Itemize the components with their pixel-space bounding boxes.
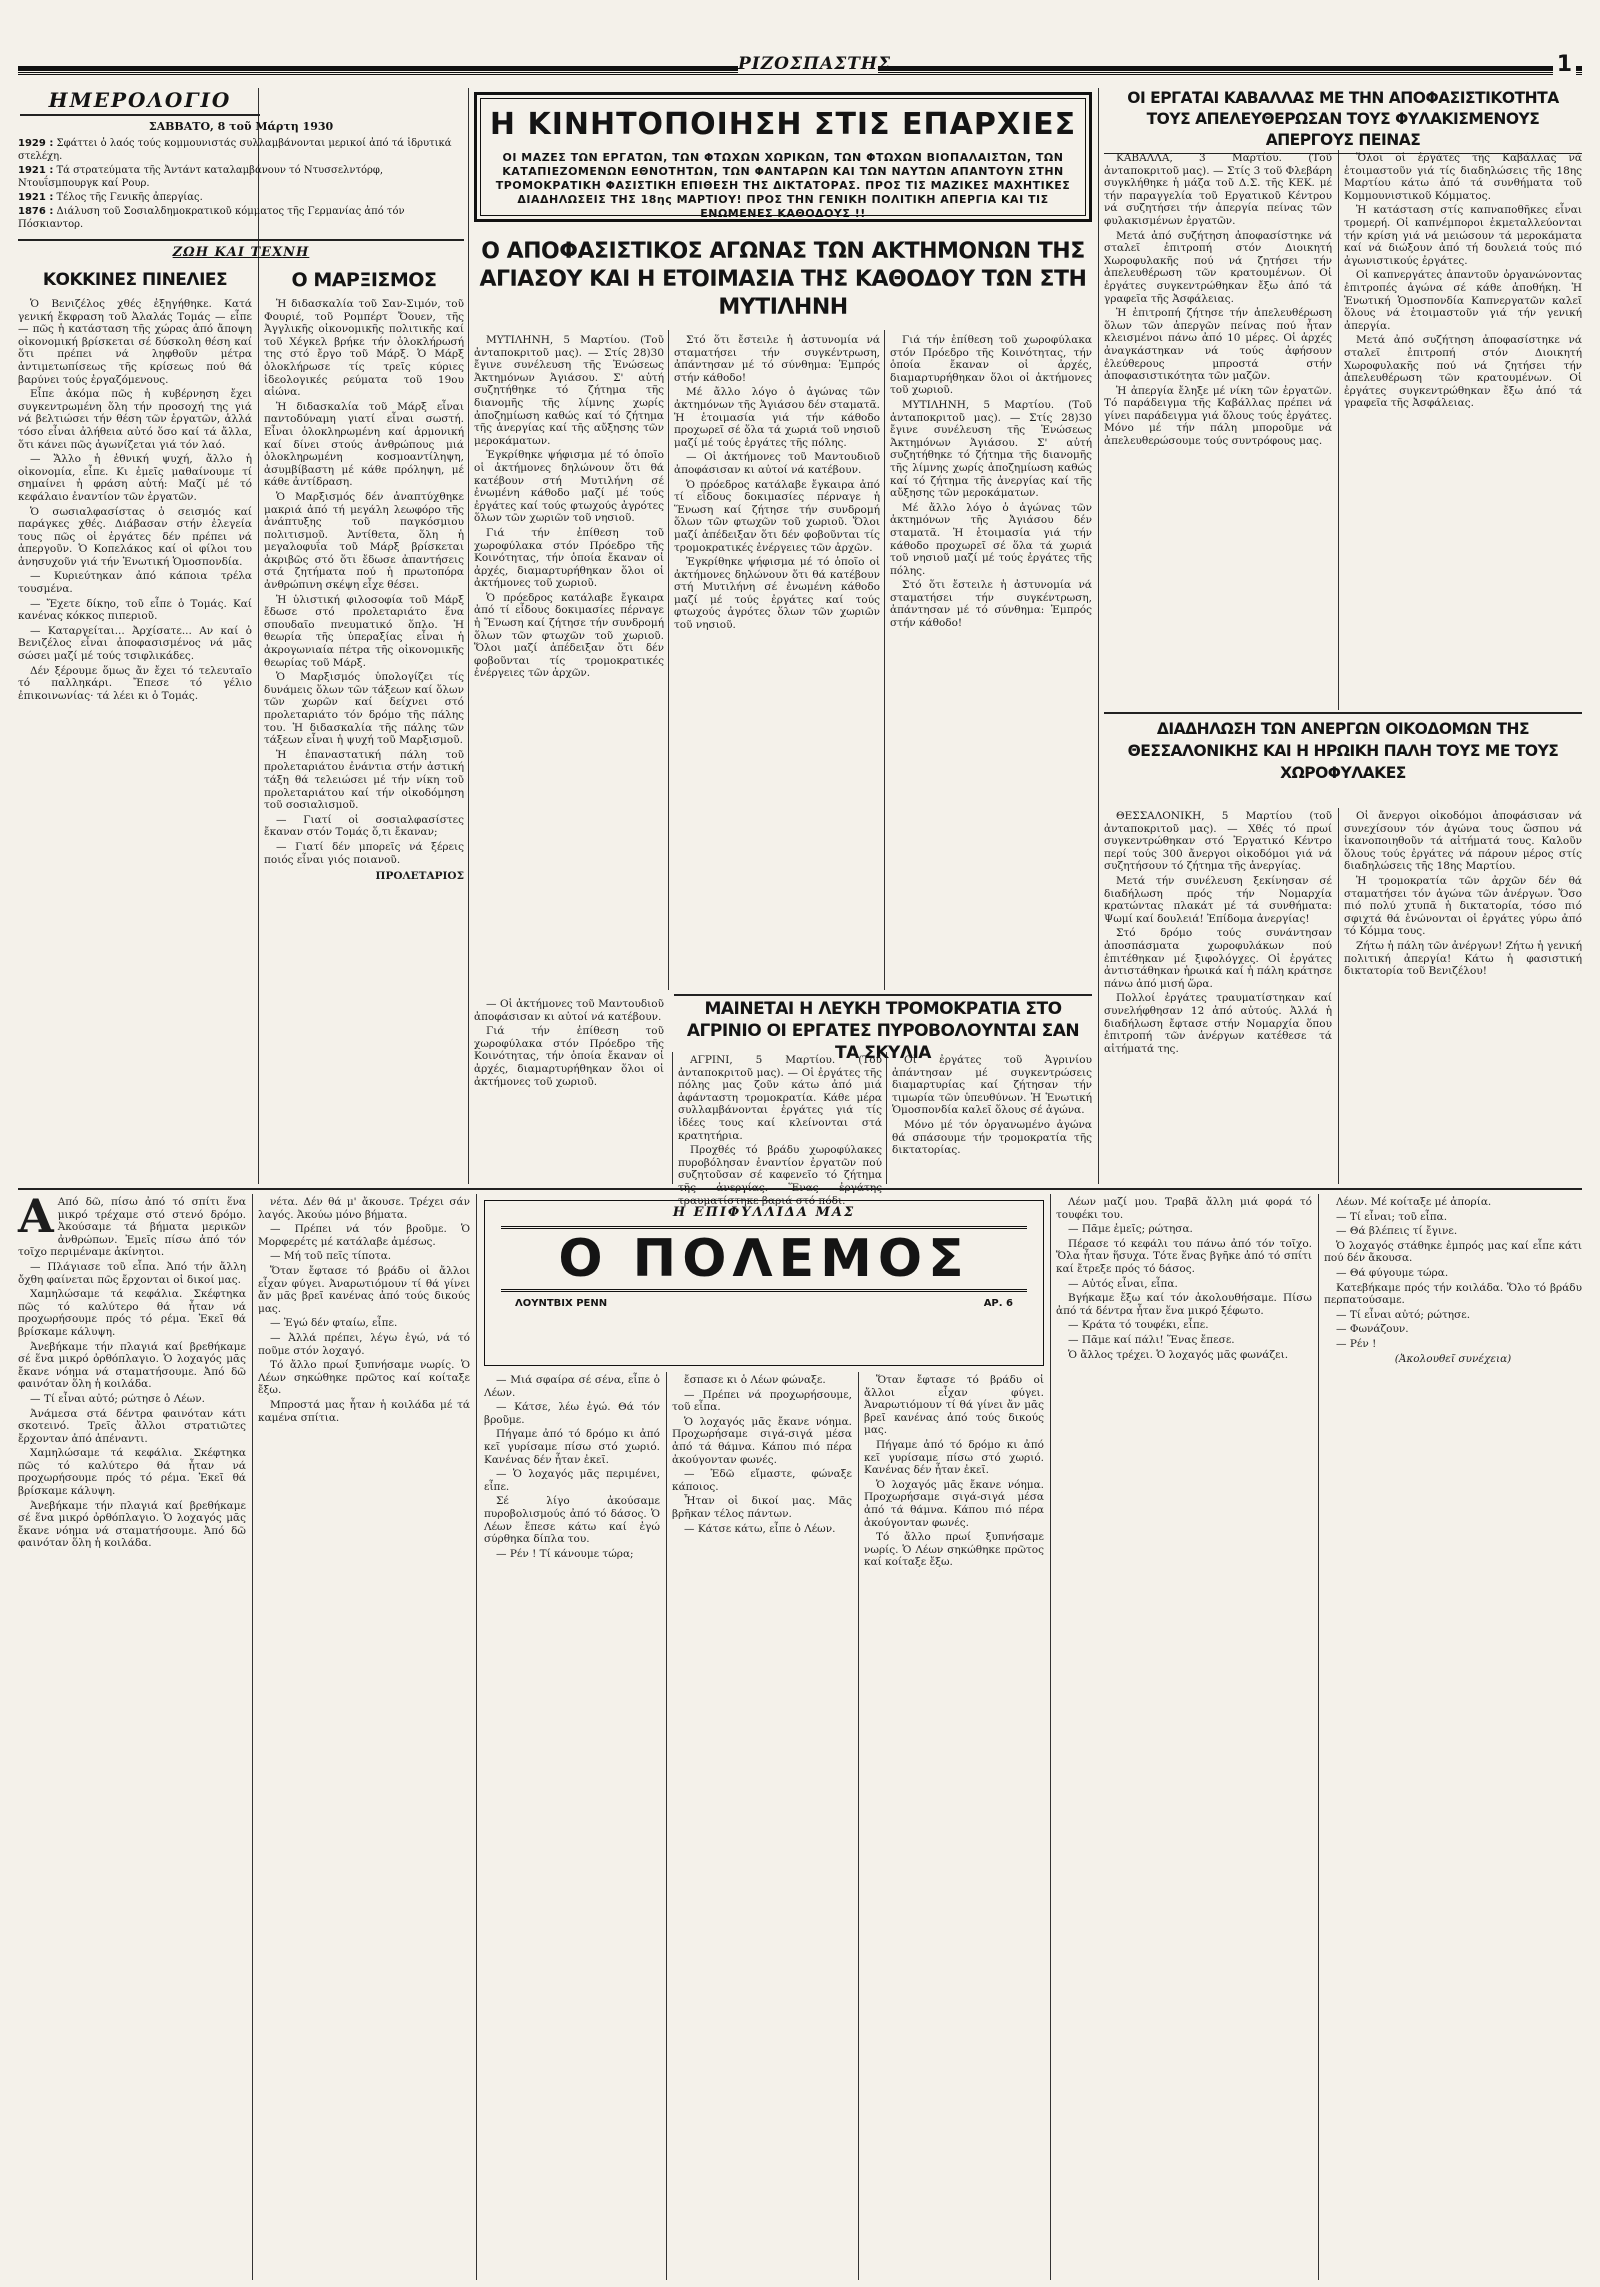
paragraph: Μετά ἀπό συζήτηση ἀποφασίστηκε νά σταλεῖ ἐπιτροπή στόν Διοικητή Χωροφυλακῆς πού νά ζητήσει τήν ἀπελευθέρωση τῶν κρατουμένων. Οἱ ἐργάτες συγκεντρώθηκαν ἔξω ἀπό τά γραφεῖα τῆς Ἀσφάλειας. [1104, 229, 1332, 305]
paragraph: Τό ἄλλο πρωί ξυπνήσαμε νωρίς. Ὁ Λέων σηκώθηκε πρῶτος καί κοίταξε ἔξω. [258, 1359, 470, 1397]
kavala-col-1 [1104, 152, 1332, 708]
headline-box [474, 92, 1092, 222]
paragraph: — Μή τοῦ πεῖς τίποτα. [270, 1250, 392, 1263]
paragraph: — Μιά σφαίρα σέ σένα, εἶπε ὁ Λέων. [484, 1374, 660, 1399]
paragraph: — Πᾶμε καί πάλι! Ἕνας ἔπεσε. [1068, 1333, 1235, 1346]
masthead [18, 40, 1582, 80]
paragraph: ΚΑΒΑΛΛΑ, 3 Μαρτίου. (Τοῦ ἀνταποκριτοῦ μας). — Στίς 3 τοῦ Φλεβάρη συγκλήθηκε ἡ μάζα τοῦ Δ.Σ. τῆς ΚΕΚ. μέ τήν παραγγελία τοῦ Εργατικοῦ Κέντρου νά συζητήσει τήν ἀπεργία πείνας τῶν φυλακισμένων ἐργατῶν. [1104, 152, 1332, 227]
paragraph: Ἐγκρίθηκε ψήφισμα μέ τό ὁποῖο οἱ ἀκτήμονες δηλώνουν ὅτι θά κατέβουν στή Μυτιλήνη σέ ἐνωμένη κάθοδο μαζί μέ τούς ἐργάτες καί τούς φτωχούς ἀγρότες ὅλων τῶν χωριῶν τοῦ νησιοῦ. [474, 449, 664, 525]
paragraph: Χαμηλώσαμε τά κεφάλια. Σκέφτηκα πῶς τό καλύτερο θά ἦταν νά προχωρήσουμε πρός τό ρέμα. Ἐκεῖ θά βρίσκαμε κάλυψη. [18, 1447, 246, 1498]
agrinio-col-1 [678, 1054, 882, 1207]
paragraph: Σέ λίγο ἀκούσαμε πυροβολισμούς ἀπό τό δάσος. Ὁ Λέων ἔπεσε κάτω καί ἐγώ σύρθηκα δίπλα του. [484, 1495, 660, 1546]
paragraph: — Πρέπει νά προχωρήσουμε, τοῦ εἶπα. [672, 1388, 852, 1414]
paragraph: — Κυριεύτηκαν ἀπό κάποια τρέλα τουσμένα. [18, 570, 252, 596]
calendar-year: 1876 : [18, 206, 54, 217]
paragraph: Γιά τήν ἐπίθεση τοῦ χωροφύλακα στόν Πρόεδρο τῆς Κοινότητας, τήν ὁποία ἔκαναν οἱ ἀρχές, διαμαρτυρήθηκαν ὅλοι οἱ ἀκτήμονες τοῦ χωριοῦ. [474, 1025, 664, 1088]
paragraph: Ἡ ἐπαναστατική πάλη τοῦ προλεταριάτου ἐνάντια στήν ἀστική τάξη θά τελειώσει μέ τήν νίκη τοῦ προλεταριάτου καί τήν οἰκοδόμηση τοῦ σοσιαλισμοῦ. [264, 748, 464, 812]
paragraph: Ὁ πρόεδρος κατάλαβε ἔγκαιρα ἀπό τί εἶδους δοκιμασίες πέρναγε ἡ Ἕνωση καί ζήτησε τήν συνδρομή ὅλων τῶν φτωχῶν τοῦ χωριοῦ. Ὅλοι μαζί ἀπέδειξαν ὅτι δέν φοβοῦνται τίς τρομοκρατικές ἐνέργειες τῶν ἀρχῶν. [674, 478, 880, 554]
paragraph: Ὁ ἄλλος τρέχει. Ὁ λοχαγός μᾶς φωνάζει. [1068, 1348, 1289, 1361]
paragraph: Οἱ ἐργάτες τοῦ Ἀγρινίου ἀπάντησαν μέ συγκεντρώσεις διαμαρτυρίας καί ζήτησαν τήν τιμωρία τῶν ὑπευθύνων. Ἡ Ἑνωτική Ὁμοσπονδία καλεῖ ὅλους σέ ἀγώνα. [892, 1054, 1092, 1117]
paragraph: Γιά τήν ἐπίθεση τοῦ χωροφύλακα στόν Πρόεδρο τῆς Κοινότητας, τήν ὁποία ἔκαναν οἱ ἀρχές, διαμαρτυρήθηκαν ὅλοι οἱ ἀκτήμονες τοῦ χωριοῦ. [890, 334, 1092, 397]
paragraph: — Γιατί δέν μπορεῖς νά ξέρεις ποιός εἶναι γιός ποιανοῦ. [264, 840, 464, 866]
polemos-col-6 [1056, 1196, 1312, 2280]
paragraph: Μπροστά μας ἦταν ἡ κοιλάδα μέ τά καμένα σπίτια. [258, 1398, 470, 1424]
calendar-entry: Τά στρατεύματα τῆς Ἀντάντ καταλαμβάνουν τό Ντυσσελντόρφ, Ντουΐσμπουργκ καί Ρουρ. [18, 165, 384, 189]
feuilleton-author: ΛΟΥΝΤΒΙΧ ΡΕΝΝ [515, 1298, 608, 1309]
paragraph: Πέρασε τό κεφάλι του πάνω ἀπό τόν τοῖχο. Ὅλα ἦταν ἥσυχα. Τότε ἕνας βγῆκε ἀπό τό σπίτι καί ἔτρεξε πρός τό δάσος. [1056, 1237, 1312, 1275]
paragraph: Ὁ Μαρξισμός ὑπολογίζει τίς δυνάμεις ὅλων τῶν τάξεων καί ὅλων τῶν χωρῶν καί δείχνει στό προλεταριάτο τόν δρόμο τῆς πάλης του. Ἡ διδασκαλία τῆς πάλης τῶν τάξεων εἶναι ἡ ψυχή τοῦ Μαρξισμοῦ. [264, 671, 464, 747]
agiasos-headline [474, 238, 1092, 322]
paragraph: — Τί εἶναι αὐτό; ρώτησε. [1336, 1308, 1471, 1321]
section-label: ΖΩΗ ΚΑΙ ΤΕΧΝΗ [18, 239, 464, 260]
paragraph: Ὅλοι οἱ ἐργάτες τῆς Καβάλλας νά ἑτοιμαστοῦν γιά τίς διαδηλώσεις τῆς 18ης Μαρτίου κάτω ἀπό τά συνθήματα τοῦ Κομμουνιστικοῦ Κόμματος. [1344, 152, 1582, 202]
paragraph: Ὁ λοχαγός στάθηκε ἐμπρός μας καί εἶπε κάτι πού δέν ἄκουσα. [1324, 1239, 1582, 1265]
paragraph: Ὁ πρόεδρος κατάλαβε ἔγκαιρα ἀπό τί εἶδους δοκιμασίες πέρναγε ἡ Ἕνωση καί ζήτησε τήν συνδρομή ὅλων τῶν φτωχῶν τοῦ χωριοῦ. Ὅλοι μαζί ἀπέδειξαν ὅτι δέν φοβοῦνται τίς τρομοκρατικές ἐνέργειες τῶν ἀρχῶν. [474, 591, 664, 680]
paragraph: — Ἀλλά πρέπει, λέγω ἐγώ, νά τό ποῦμε στόν λοχαγό. [258, 1331, 470, 1357]
paragraph: ΜΥΤΙΛΗΝΗ, 5 Μαρτίου. (Τοῦ ἀνταποκριτοῦ μας). — Στίς 28)30 ἔγινε συνέλευση τῆς Ἑνώσεως Ἀκτημόνων Ἀγιάσου. Σ' αὐτή συζητήθηκε τό ζήτημα τῆς διανομῆς τῆς λίμνης χωρίς ἀποζημίωση καθώς καί τό ζήτημα τῆς ἀνεργίας καί τῆς αὔξησης τῶν μεροκάματων. [890, 398, 1092, 500]
paragraph: Χαμηλώσαμε τά κεφάλια. Σκέφτηκα πῶς τό καλύτερο θά ἦταν νά προχωρήσουμε πρός τό ρέμα. Ἐκεῖ θά βρίσκαμε κάλυψη. [18, 1288, 246, 1338]
paragraph: ἔσπασε κι ὁ Λέων φώναξε. [684, 1374, 826, 1386]
feuilleton-title: Ο ΠΟΛΕΜΟΣ [501, 1226, 1027, 1292]
kavala-headline [1104, 88, 1582, 154]
paragraph: — Θά βλέπεις τί ἔγινε. [1336, 1225, 1458, 1238]
paragraph: — Ὁ λοχαγός μᾶς περιμένει, εἶπε. [484, 1468, 660, 1493]
paragraph: Γιά τήν ἐπίθεση τοῦ χωροφύλακα στόν Πρόεδρο τῆς Κοινότητας, τήν ὁποία ἔκαναν οἱ ἀρχές, διαμαρτυρήθηκαν ὅλοι οἱ ἀκτήμονες τοῦ χωριοῦ. [474, 526, 664, 590]
article-title: ΜΑΙΝΕΤΑΙ Η ΛΕΥΚΗ ΤΡΟΜΟΚΡΑΤΙΑ ΣΤΟ ΑΓΡΙΝΙΟ ΟΙ ΕΡΓΑΤΕΣ ΠΥΡΟΒΟΛΟΥΝΤΑΙ ΣΑΝ ΤΑ ΣΚΥΛΙΑ [686, 999, 1080, 1063]
agiasos-col-3 [890, 334, 1092, 988]
paragraph: Ἀνεβήκαμε τήν πλαγιά καί βρεθήκαμε σέ ἕνα μικρό ὀρθόπλαγιο. Ὁ λοχαγός μᾶς ἔκανε νόημα νά σταματήσουμε. Ἀπό δῶ φαινόταν ὅλη ἡ κοιλάδα. [18, 1340, 246, 1391]
newspaper-name: ΡΙΖΟΣΠΑΣΤΗΣ [738, 54, 891, 74]
paragraph: Ἀνάμεσα στά δέντρα φαινόταν κάτι σκοτεινό. Τρεῖς ἄλλοι στρατιῶτες ἔρχονταν ἀπό ἀπέναντι. [18, 1407, 246, 1445]
paragraph: Στό ὅτι ἔστειλε ἡ ἀστυνομία νά σταματήσει τήν συγκέντρωση, ἀπάντησαν μέ τό σύνθημα: Ἐμπρός στήν κάθοδο! [890, 579, 1092, 630]
calendar-year: 1921 : [18, 192, 54, 203]
paragraph: — Αὐτός εἶναι, εἶπα. [1068, 1277, 1178, 1290]
paragraph: — Καταργείται... Ἀρχίσατε... Αν καί ὁ Βενιζέλος εἶναι ἀποφασισμένος νά μᾶς σώσει μαζί μέ τούς τσιφλικάδες. [18, 624, 252, 663]
paragraph: Ὁ λοχαγός μᾶς ἔκανε νόημα. Προχωρήσαμε σιγά-σιγά μέσα ἀπό τά θάμνα. Κάπου πιό πέρα ἀκούγονταν φωνές. [672, 1415, 852, 1466]
paragraph: Ἡ ὑλιστική φιλοσοφία τοῦ Μάρξ ἔδωσε στό προλεταριάτο ἕνα σπουδαῖο πνευματικό ὅπλο. Ἡ θεωρία τῆς ὑπεραξίας εἶναι ἡ ἀκρογωνιαία πέτρα τῆς οἰκονομικῆς θεωρίας τοῦ Μάρξ. [264, 593, 464, 669]
article-title: ΟΙ ΕΡΓΑΤΑΙ ΚΑΒΑΛΛΑΣ ΜΕ ΤΗΝ ΑΠΟΦΑΣΙΣΤΙΚΟΤΗΤΑ ΤΟΥΣ ΑΠΕΛΕΥΘΕΡΩΣΑΝ ΤΟΥΣ ΦΥΛΑΚΙΣΜΕΝΟΥΣ ΑΠΕΡΓΟΥΣ ΠΕΙΝΑΣ [1127, 89, 1559, 149]
drop-cap: Α [18, 1189, 54, 1243]
paragraph: — Πλάγιασε τοῦ εἶπα. Ἀπό τήν ἄλλη ὄχθη φαίνεται πῶς ἔρχονται οἱ δικοί μας. [18, 1260, 246, 1286]
kavala-col-2 [1344, 152, 1582, 708]
paragraph: Τό ἄλλο πρωί ξυπνήσαμε νωρίς. Ὁ Λέων σηκώθηκε πρῶτος καί κοίταξε ἔξω. [864, 1531, 1044, 1569]
paragraph: — Ρέν ! Τί κάνουμε τώρα; [496, 1547, 634, 1560]
polemos-col-1 [18, 1189, 246, 2280]
paragraph: Βγήκαμε ἔξω καί τόν ἀκολουθήσαμε. Πίσω ἀπό τά δέντρα ἦταν ἕνα μικρό ξέφωτο. [1056, 1292, 1312, 1317]
polemos-col-4 [672, 1374, 852, 2280]
paragraph: ΘΕΣΣΑΛΟΝΙΚΗ, 5 Μαρτίου (τοῦ ἀνταποκριτοῦ μας). — Χθές τό πρωί συγκεντρώθηκαν στό Ἐργατικό Κέντρο περί τούς 300 ἄνεργοι οἰκοδόμοι γιά νά συζητήσουν τό ζήτημα τῆς ἀνεργίας. [1104, 810, 1332, 873]
paragraph: — Ρέν ! [1336, 1337, 1377, 1350]
paragraph: Μέ ἄλλο λόγο ὁ ἀγώνας τῶν ἀκτημόνων τῆς Ἀγιάσου δέν σταματᾶ. Ἡ ἑτοιμασία γιά τήν κάθοδο προχωρεῖ σέ ὅλα τά χωριά τοῦ νησιοῦ μαζί μέ τούς ἐργάτες τῆς πόλης. [674, 386, 880, 449]
agiasos-col-2 [674, 334, 880, 988]
polemos-col-3 [484, 1374, 660, 2280]
paragraph: Ἡ τρομοκρατία τῶν ἀρχῶν δέν θά σταματήσει τόν ἀγώνα τῶν ἀνέργων. Ὅσο πιό πολύ χτυπᾶ ἡ δικτατορία, τόσο πιό σφιχτά θά ἑνώνονται οἱ ἐργάτες γύρω ἀπό τό Κόμμα τους. [1344, 874, 1582, 938]
article-title: Ο ΑΠΟΦΑΣΙΣΤΙΚΟΣ ΑΓΩΝΑΣ ΤΩΝ ΑΚΤΗΜΟΝΩΝ ΤΗΣ ΑΓΙΑΣΟΥ ΚΑΙ Η ΕΤΟΙΜΑΣΙΑ ΤΗΣ ΚΑΘΟΔΟΥ ΤΩΝ ΣΤΗ ΜΥΤΙΛΗΝΗ [479, 239, 1087, 320]
paragraph: Στό δρόμο τούς συνάντησαν ἀποσπάσματα χωροφυλάκων πού ἐπιτέθηκαν μέ ξιφολόγχες. Οἱ ἐργάτες ἀντιστάθηκαν ἡρωικά καί ἡ πάλη κράτησε πάνω ἀπό μισή ὥρα. [1104, 927, 1332, 990]
feuilleton-tag: Η ΕΠΙΦΥΛΛΙΔΑ ΜΑΣ [672, 1205, 856, 1220]
agrinio-col-2 [892, 1054, 1092, 1182]
banner-text: ΟΙ ΜΑΖΕΣ ΤΩΝ ΕΡΓΑΤΩΝ, ΤΩΝ ΦΤΩΧΩΝ ΧΩΡΙΚΩΝ, ΤΩΝ ΦΤΩΧΩΝ ΒΙΟΠΑΛΑΙΣΤΩΝ, ΤΩΝ ΚΑΤΑΠΙΕΖΟΜΕΝΩΝ ΕΘΝΟΤΗΤΩΝ, ΤΩΝ ΦΑΝΤΑΡΩΝ ΚΑΙ ΤΩΝ ΝΑΥΤΩΝ ΑΠΑΝΤΟΥΝ ΣΤΗΝ ΤΡΟΜΟΚΡΑΤΙΚΗ ΦΑΣΙΣΤΙΚΗ ΕΠΙΘΕΣΗ ΤΗΣ ΔΙΚΤΑΤΟΡΑΣ. ΠΡΟΣ ΤΙΣ ΜΑΖΙΚΕΣ ΜΑΧΗΤΙΚΕΣ ΔΙΑΔΗΛΩΣΕΙΣ ΤΗΣ 18ης ΜΑΡΤΙΟΥ! ΠΡΟΣ ΤΗΝ ΓΕΝΙΚΗ ΠΟΛΙΤΙΚΗ ΑΠΕΡΓΙΑ ΚΑΙ ΤΙΣ ΕΝΩΜΕΝΕΣ ΚΑΘΟΔΟΥΣ !! [495, 151, 1071, 220]
paragraph: Προχθές τό βράδυ χωροφύλακες πυροβόλησαν ἐναντίον ἐργατῶν πού συζητοῦσαν σέ καφενεῖο τό ζήτημα τῆς ἀνεργίας. Ἕνας ἐργάτης τραυματίστηκε βαριά στό πόδι. [678, 1144, 882, 1207]
paragraph: Μέ ἄλλο λόγο ὁ ἀγώνας τῶν ἀκτημόνων τῆς Ἀγιάσου δέν σταματᾶ. Ἡ ἑτοιμασία γιά τήν κάθοδο προχωρεῖ σέ ὅλα τά χωριά τοῦ νησιοῦ μαζί μέ τούς ἐργάτες τῆς πόλης. [890, 501, 1092, 577]
paragraph: Ἡ κατάσταση στίς καπναποθῆκες εἶναι τρομερή. Οἱ καπνέμποροι ἐκμεταλλεύονται τήν κρίση γιά νά μειώσουν τά μεροκάματα καί νά διώξουν ἀπό τή δουλειά τούς πιό ἀγωνιστικούς ἐργάτες. [1344, 204, 1582, 267]
paragraph: Μόνο μέ τόν ὀργανωμένο ἀγώνα θά σπάσουμε τήν τρομοκρατία τῆς δικτατορίας. [892, 1118, 1092, 1157]
marxismos-article [264, 268, 464, 1182]
calendar-title: ΗΜΕΡΟΛΟΓΙΟ [20, 88, 260, 116]
article-title: ΚΟΚΚΙΝΕΣ ΠΙΝΕΛΙΕΣ [42, 270, 228, 290]
paragraph: Δέν ξέρουμε ὅμως ἄν ἔχει τό τελευταῖο τό παλληκάρι. Ἔπεσε τό γέλιο ἐπικοινωνίας· τά λέει κι ὁ Τομάς. [18, 664, 252, 702]
paragraph: — Κάτσε κάτω, εἶπε ὁ Λέων. [684, 1522, 836, 1535]
paragraph: Ὁ σωσιαλφασίστας ὁ σεισμός καί παράγκες χθές. Διάβασαν στήν ἐλεγεία τους πῶς οἱ ἐργάτες δέν πρέπει νά ἀπεργοῦν. Ὁ Κοπελάκος καί οἱ φίλοι του ἀνησυχοῦν γιά τήν Ἑνωτική Ὁμοσπονδία. [18, 505, 252, 568]
page-number: 1 [1553, 52, 1576, 77]
paragraph: Ὁ Βενιζέλος χθές ἐξηγήθηκε. Κατά γενική ἔκφραση τοῦ Ἀλαλάς Τομάς — εἶπε — πῶς ἡ κατάσταση τῆς χώρας ἀπό ἄποψη οἰκονομική βρίσκεται σέ δύσκολη θέση καί ὅτι πρέπει νά ληφθοῦν μέτρα ἀντιμετωπίσεως τῆς κρίσεως πού θά βαρύνει τούς ἐργαζόμενους. [18, 298, 252, 386]
calendar [18, 88, 464, 260]
paragraph: — Φωνάζουν. [1336, 1323, 1409, 1336]
continued-note: (Ἀκολουθεῖ συνέχεια) [1394, 1352, 1512, 1365]
kokkines-article [18, 268, 252, 1182]
paragraph: Ὅταν ἔφτασε τό βράδυ οἱ ἄλλοι εἶχαν φύγει. Ἀναρωτιόμουν τί θά γίνει ἄν μᾶς βρεῖ κανένας ἀπό τούς δικούς μας. [864, 1374, 1044, 1437]
article-title: Ο ΜΑΡΞΙΣΜΟΣ [291, 269, 437, 291]
paragraph: Ἐγκρίθηκε ψήφισμα μέ τό ὁποῖο οἱ ἀκτήμονες δηλώνουν ὅτι θά κατέβουν στή Μυτιλήνη σέ ἐνωμένη κάθοδο μαζί μέ τούς ἐργάτες καί τούς φτωχούς ἀγρότες ὅλων τῶν χωριῶν τοῦ νησιοῦ. [674, 556, 880, 632]
polemos-col-5 [864, 1374, 1044, 2280]
thessaloniki-col-1 [1104, 810, 1332, 1182]
paragraph: Ζήτω ἡ πάλη τῶν ἀνέργων! Ζήτω ἡ γενική πολιτική ἀπεργία! Κάτω ἡ φασιστική δικτατορία τοῦ Βενιζέλου! [1344, 939, 1582, 978]
calendar-entry: Σφάττει ὁ λαός τούς κομμουνιστάς συλλαμβάνονται μερικοί ἀπό τά ἱδρυτικά στελέχη. [18, 138, 452, 162]
paragraph: Ἡ ἀπεργία ἔληξε μέ νίκη τῶν ἐργατῶν. Τό παράδειγμα τῆς Καβάλλας πρέπει νά γίνει παράδειγμα γιά ὅλους τούς ἐργάτες. Μόνο μέ τήν πάλη μποροῦμε νά ἀπελευθερώσουμε τούς συντρόφους μας. [1104, 384, 1332, 448]
thessaloniki-headline [1104, 718, 1582, 784]
paragraph: ΑΓΡΙΝΙ, 5 Μαρτίου. (Τοῦ ἀνταποκριτοῦ μας). — Οἱ ἐργάτες τῆς πόλης μας ζοῦν κάτω ἀπό μιά ἀφάνταστη τρομοκρατία. Κάθε μέρα συλλαμβάνονται ἐργάτες γιά τίς ἰδέες τους καί κλείνονται στά κρατητήρια. [678, 1054, 882, 1142]
paragraph: Κατεβήκαμε πρός τήν κοιλάδα. Ὅλο τό βράδυ περπατούσαμε. [1324, 1281, 1582, 1307]
calendar-year: 1921 : [18, 165, 54, 176]
paragraph: Από δῶ, πίσω ἀπό τό σπίτι ἕνα μικρό τρέχαμε στό στενό δρόμο. Ἀκούσαμε τά βήματα μερικῶν ἀνθρώπων. Ἐμεῖς πίσω ἀπό τόν τοῖχο περιμέναμε ἀκίνητοι. [18, 1196, 246, 1259]
paragraph: — Ἐγώ δέν φταίω, εἶπε. [270, 1317, 398, 1330]
calendar-date: ΣΑΒΒΑΤΟ, 8 τοῦ Μάρτη 1930 [148, 120, 334, 133]
banner-title: Η ΚΙΝΗΤΟΠΟΙΗΣΗ ΣΤΙΣ ΕΠΑΡΧΙΕΣ [489, 107, 1077, 142]
paragraph: — Τί εἶναι; τοῦ εἶπα. [1336, 1210, 1448, 1223]
paragraph: Ἀνεβήκαμε τήν πλαγιά καί βρεθήκαμε σέ ἕνα μικρό ὀρθόπλαγιο. Ὁ λοχαγός μᾶς ἔκανε νόημα νά σταματήσουμε. Ἀπό δῶ φαινόταν ὅλη ἡ κοιλάδα. [18, 1499, 246, 1550]
paragraph: — Οἱ ἀκτήμονες τοῦ Μαντουδιοῦ ἀποφάσισαν κι αὐτοί νά κατέβουν. [474, 998, 664, 1023]
paragraph: Ἡ διδασκαλία τοῦ Σαν-Σιμόν, τοῦ Φουριέ, τοῦ Ρομπέρτ Ὄουεν, τῆς Ἀγγλικῆς οἰκονομικῆς πολιτικῆς καί τοῦ Χέγκελ βρήκε τήν ὁλοκλήρωσή της στό ἔργο τοῦ Μάρξ. Ὁ Μάρξ ὁλοκλήρωσε τίς τρεῖς κύριες ἰδεολογικές ρεύματα τοῦ 19ου αἰώνα. [264, 298, 464, 399]
paragraph: Ὅταν ἔφτασε τό βράδυ οἱ ἄλλοι εἶχαν φύγει. Ἀναρωτιόμουν τί θά γίνει ἄν μᾶς βρεῖ κανένας ἀπό τούς δικούς μας. [258, 1264, 470, 1315]
paragraph: — Οἱ ἀκτήμονες τοῦ Μαντουδιοῦ ἀποφάσισαν κι αὐτοί νά κατέβουν. [674, 451, 880, 476]
agiasos-tail [474, 998, 664, 1182]
paragraph: Ὁ λοχαγός μᾶς ἔκανε νόημα. Προχωρήσαμε σιγά-σιγά μέσα ἀπό τά θάμνα. Κάπου πιό πέρα ἀκούγονταν φωνές. [864, 1478, 1044, 1529]
polemos-title-box [484, 1200, 1044, 1366]
paragraph: Λέων μαζί μου. Τραβᾶ ἄλλη μιά φορά τό τουφέκι του. [1056, 1196, 1312, 1221]
paragraph: — Θά φύγουμε τώρα. [1336, 1266, 1449, 1279]
paragraph: Μετά ἀπό συζήτηση ἀποφασίστηκε νά σταλεῖ ἐπιτροπή στόν Διοικητή Χωροφυλακῆς πού νά ζητήσει τήν ἀπελευθέρωση τῶν κρατουμένων. Οἱ ἐργάτες συγκεντρώθηκαν ἔξω ἀπό τά γραφεῖα τῆς Ἀσφάλειας. [1344, 334, 1582, 410]
paragraph: ΜΥΤΙΛΗΝΗ, 5 Μαρτίου. (Τοῦ ἀνταποκριτοῦ μας). — Στίς 28)30 ἔγινε συνέλευση τῆς Ἑνώσεως Ἀκτημόνων Ἀγιάσου. Σ' αὐτή συζητήθηκε τό ζήτημα τῆς διανομῆς τῆς λίμνης χωρίς ἀποζημίωση καθώς καί τό ζήτημα τῆς ἀνεργίας καί τῆς αὔξησης τῶν μεροκάματων. [474, 334, 664, 447]
calendar-year: 1929 : [18, 138, 54, 149]
paragraph: Πήγαμε ἀπό τό δρόμο κι ἀπό κεῖ γυρίσαμε πίσω στό χωριό. Κανένας δέν ἦταν ἐκεῖ. [864, 1438, 1044, 1477]
paragraph: Πήγαμε ἀπό τό δρόμο κι ἀπό κεῖ γυρίσαμε πίσω στό χωριό. Κανένας δέν ἦταν ἐκεῖ. [484, 1428, 660, 1466]
signature: ΠΡΟΛΕΤΑΡΙΟΣ [375, 870, 464, 883]
paragraph: — Ἔχετε δίκηο, τοῦ εἶπε ὁ Τομάς. Καί κανένας κόκκος πιπεριοῦ. [18, 597, 252, 623]
paragraph: Οἱ καπνεργάτες ἀπαντοῦν ὀργανώνοντας ἐπιτροπές ἀγώνα σέ κάθε ἀποθήκη. Ἡ Ἑνωτική Ὁμοσπονδία Καπνεργατῶν καλεῖ ὅλους νά ἑτοιμαστοῦν γιά τήν γενική ἀπεργία. [1344, 269, 1582, 332]
paragraph: — Τί εἶναι αὐτό; ρώτησε ὁ Λέων. [30, 1392, 206, 1405]
paragraph: — Κάτσε, λέω ἐγώ. Θά τόν βροῦμε. [484, 1401, 660, 1426]
polemos-col-2 [258, 1196, 470, 2280]
paragraph: Εἶπε ἀκόμα πῶς ἡ κυβέρνηση ἔχει συγκεντρωμένη ὅλη τήν προσοχή της γιά νά βελτιώσει τήν θέση τῶν ἐργατῶν, ἀλλά τόσο εἶναι ἀλήθεια αὐτό ὅσο καί τά ἄλλα, ὅτι κάνει πῶς ἀγωνίζεται γιά τόν λαό. [18, 388, 252, 451]
calendar-entry: Διάλυση τοῦ Σοσιαλδημοκρατικοῦ κόμματος τῆς Γερμανίας ἀπό τόν Πόσκιαντορ. [18, 206, 405, 230]
paragraph: — Κράτα τό τουφέκι, εἶπε. [1068, 1319, 1209, 1332]
paragraph: Στό ὅτι ἔστειλε ἡ ἀστυνομία νά σταματήσει τήν συγκέντρωση, ἀπάντησαν μέ τό σύνθημα: Ἐμπρός στήν κάθοδο! [674, 334, 880, 384]
paragraph: — Ἐδῶ εἴμαστε, φώναξε κάποιος. [672, 1468, 852, 1493]
calendar-entry: Τέλος τῆς Γενικῆς ἀπεργίας. [56, 192, 203, 203]
paragraph: — Πᾶμε ἐμεῖς; ρώτησα. [1068, 1223, 1193, 1236]
paragraph: — Ἄλλο ἡ ἐθνική ψυχή, ἄλλο ἡ οἰκονομία, εἶπε. Κι ἐμεῖς μαθαίνουμε τί σημαίνει ἡ φράση αὐτή: Μαζί μέ τό κεφάλαιο ἐναντίον τῶν ἐργατῶν. [18, 453, 252, 503]
paragraph: Ἡ ἐπιτροπή ζήτησε τήν ἀπελευθέρωση ὅλων τῶν ἀπεργῶν πείνας πού ἦταν κλεισμένοι πάνω ἀπό 10 μέρες. Οἱ ἀρχές ἀναγκάστηκαν νά τούς ἀφήσουν ἐλεύθερους μπροστά στήν ἀποφασιστικότητα τῶν μαζῶν. [1104, 307, 1332, 383]
paragraph: Πολλοί ἐργάτες τραυματίστηκαν καί συνελήφθησαν 12 ἀπό αὐτούς. Ἀλλά ἡ διαδήλωση ἔφτασε στήν Νομαρχία ὅπου ἐπιτροπή τῶν ἀνέργων κατέθεσε τά αἰτήματά της. [1104, 992, 1332, 1055]
thessaloniki-col-2 [1344, 810, 1582, 1182]
paragraph: Ἡ διδασκαλία τοῦ Μάρξ εἶναι παντοδύναμη γιατί εἶναι σωστή. Εἶναι ὁλοκληρωμένη καί ἁρμονική καί δίνει στούς ἀνθρώπους μιά ὁλοκληρωμένη κοσμοαντίληψη, ἀσυμβίβαστη μέ κάθε πρόληψη, μέ κάθε ἀντίδραση. [264, 400, 464, 489]
paragraph: νέτα. Δέν θά μ' ἄκουσε. Τρέχει σάν λαγός. Ἀκούω μόνο βήματα. [258, 1196, 470, 1221]
agiasos-col-1 [474, 334, 664, 988]
article-title: ΔΙΑΔΗΛΩΣΗ ΤΩΝ ΑΝΕΡΓΩΝ ΟΙΚΟΔΟΜΩΝ ΤΗΣ ΘΕΣΣΑΛΟΝΙΚΗΣ ΚΑΙ Η ΗΡΩΙΚΗ ΠΑΛΗ ΤΟΥΣ ΜΕ ΤΟΥΣ ΧΩΡΟΦΥΛΑΚΕΣ [1127, 720, 1559, 782]
feuilleton-part: ΑΡ. 6 [983, 1298, 1013, 1309]
paragraph: Ἦταν οἱ δικοί μας. Μᾶς βρῆκαν τέλος πάντων. [672, 1495, 852, 1520]
paragraph: Λέων. Μέ κοίταξε μέ ἀπορία. [1336, 1196, 1492, 1208]
paragraph: Μετά τήν συνέλευση ξεκίνησαν σέ διαδήλωση πρός τήν Νομαρχία κρατώντας πλακάτ μέ τά συνθήματα: Ψωμί καί δουλειά! Ἐπίδομα ἀνεργίας! [1104, 874, 1332, 925]
paragraph: Ὁ Μαρξισμός δέν ἀναπτύχθηκε μακριά ἀπό τή μεγάλη λεωφόρο τῆς ἀνάπτυξης τοῦ παγκόσμιου πολιτισμοῦ. Ἀντίθετα, ὅλη ἡ μεγαλοφυΐα τοῦ Μάρξ βρίσκεται ἀκριβῶς στό ὅτι ἔδωσε ἀπαντήσεις στά ζητήματα πού ἡ πρωτοπόρα ἀνθρώπινη σκέψη εἶχε θέσει. [264, 490, 464, 592]
polemos-col-7 [1324, 1196, 1582, 2280]
paragraph: Οἱ ἄνεργοι οἰκοδόμοι ἀποφάσισαν νά συνεχίσουν τόν ἀγώνα τους ὥσπου νά ἱκανοποιηθοῦν τά αἰτήματά τους. Καλοῦν ὅλους τούς ἐργάτες νά πάρουν μέρος στίς διαδηλώσεις τῆς 18ης Μαρτίου. [1344, 810, 1582, 873]
paragraph: — Πρέπει νά τόν βροῦμε. Ὁ Μορφερέτς μέ κατάλαβε ἀμέσως. [258, 1223, 470, 1248]
paragraph: — Γιατί οἱ σοσιαλφασίστες ἔκαναν στόν Τομάς ὅ,τι ἔκαναν; [264, 813, 464, 839]
